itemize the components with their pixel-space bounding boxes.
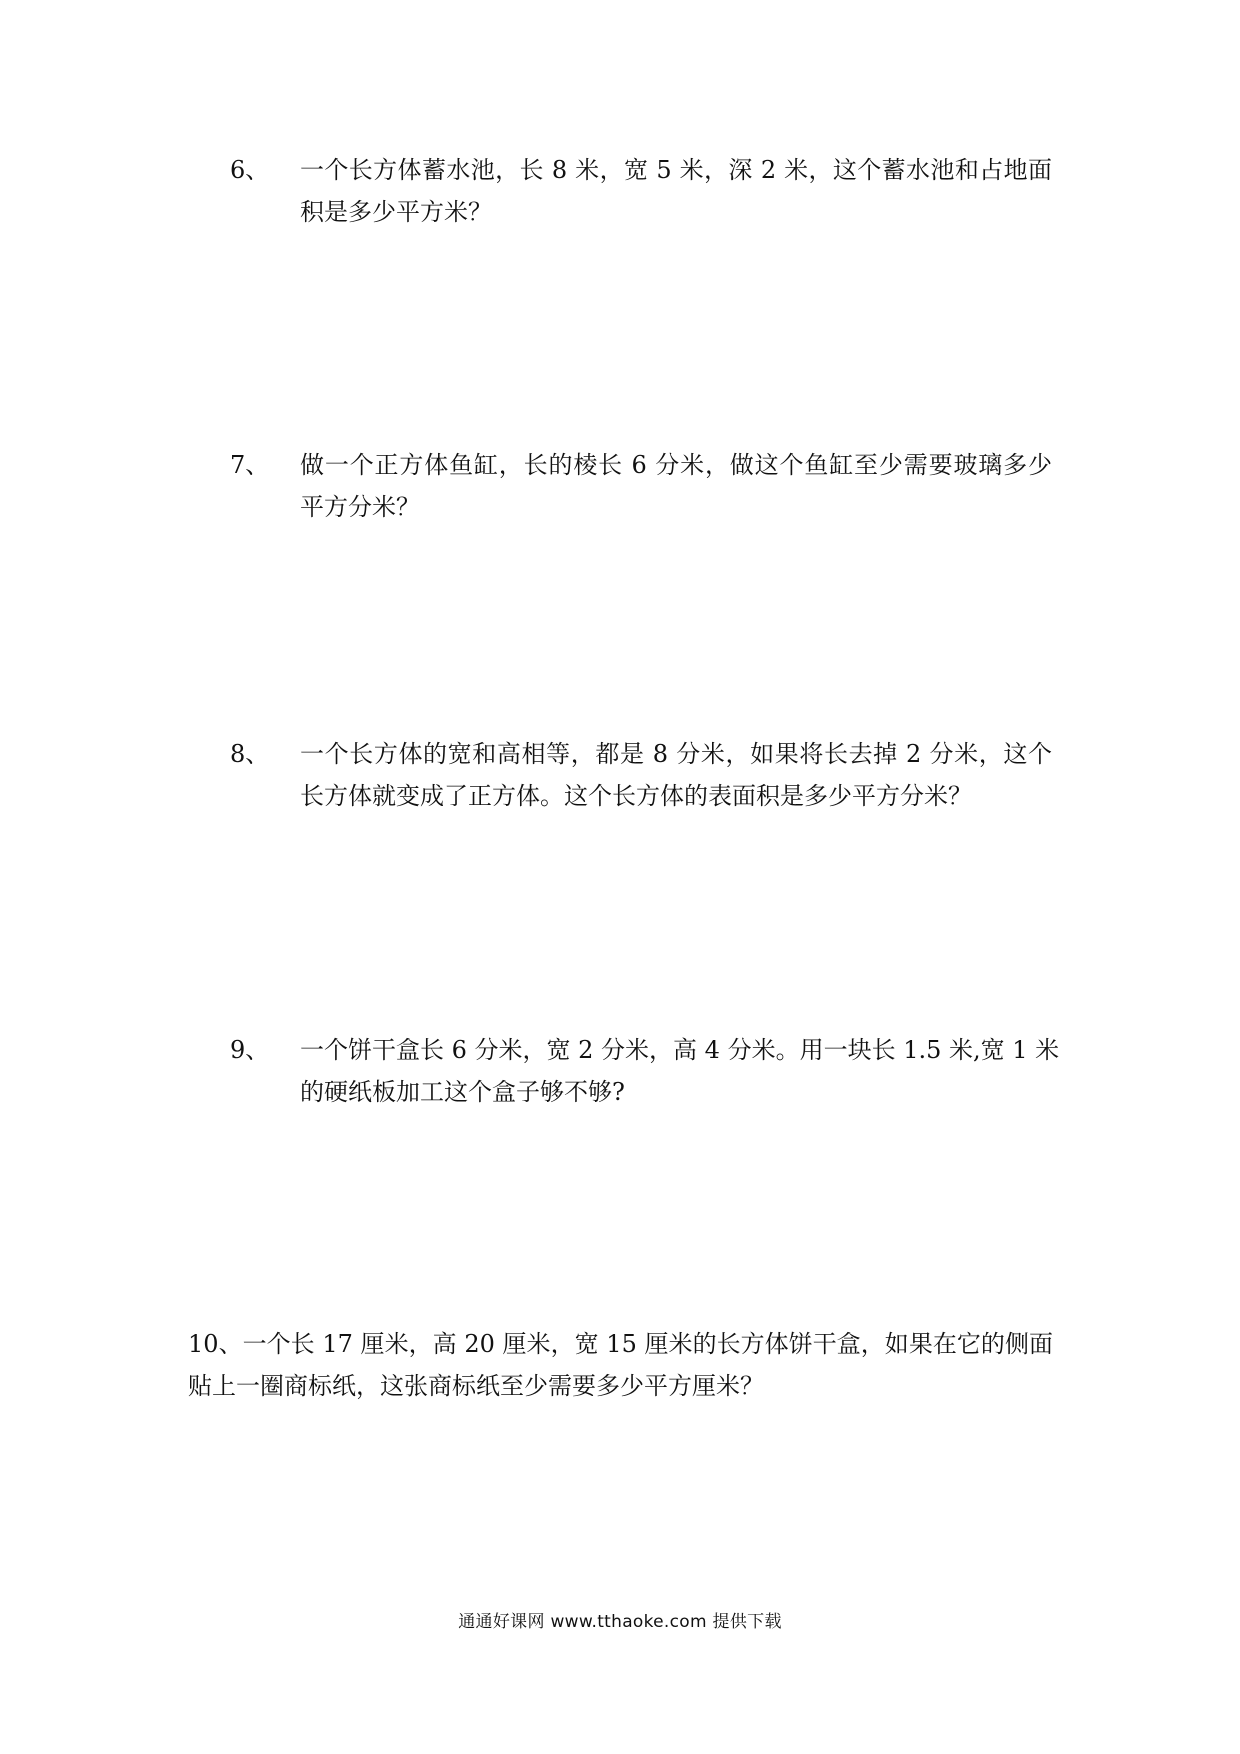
question-line: 平方分米？ bbox=[300, 493, 420, 521]
page-footer: 通通好课网 www.tthaoke.com 提供下载 bbox=[458, 1612, 782, 1632]
question-line: 贴上一圈商标纸，这张商标纸至少需要多少平方厘米？ bbox=[188, 1372, 764, 1400]
question-10 bbox=[188, 1323, 1053, 1407]
question-line: 积是多少平方米？ bbox=[300, 198, 492, 226]
question-line: 10、一个长 17 厘米，高 20 厘米，宽 15 厘米的长方体饼干盒，如果在它的侧面 bbox=[188, 1330, 1053, 1358]
question-number: 8、 bbox=[230, 740, 270, 768]
question-line: 一个长方体的宽和高相等，都是 8 分米，如果将长去掉 2 分米，这个 bbox=[300, 740, 1052, 768]
question-line: 一个饼干盒长 6 分米，宽 2 分米，高 4 分米。用一块长 1.5 米,宽 1 米 bbox=[300, 1036, 1060, 1064]
question-text bbox=[300, 149, 1052, 233]
question-line: 做一个正方体鱼缸，长的棱长 6 分米，做这个鱼缸至少需要玻璃多少 bbox=[300, 451, 1052, 479]
question-number: 9、 bbox=[230, 1036, 270, 1064]
question-text bbox=[300, 733, 1052, 817]
question-line: 一个长方体蓄水池，长 8 米，宽 5 米，深 2 米，这个蓄水池和占地面 bbox=[300, 156, 1052, 184]
question-text bbox=[300, 444, 1052, 528]
question-text bbox=[300, 1029, 1060, 1113]
question-line: 长方体就变成了正方体。这个长方体的表面积是多少平方分米？ bbox=[300, 782, 972, 810]
question-number: 6、 bbox=[230, 156, 270, 184]
question-number: 7、 bbox=[230, 451, 270, 479]
question-line: 的硬纸板加工这个盒子够不够? bbox=[300, 1078, 625, 1106]
